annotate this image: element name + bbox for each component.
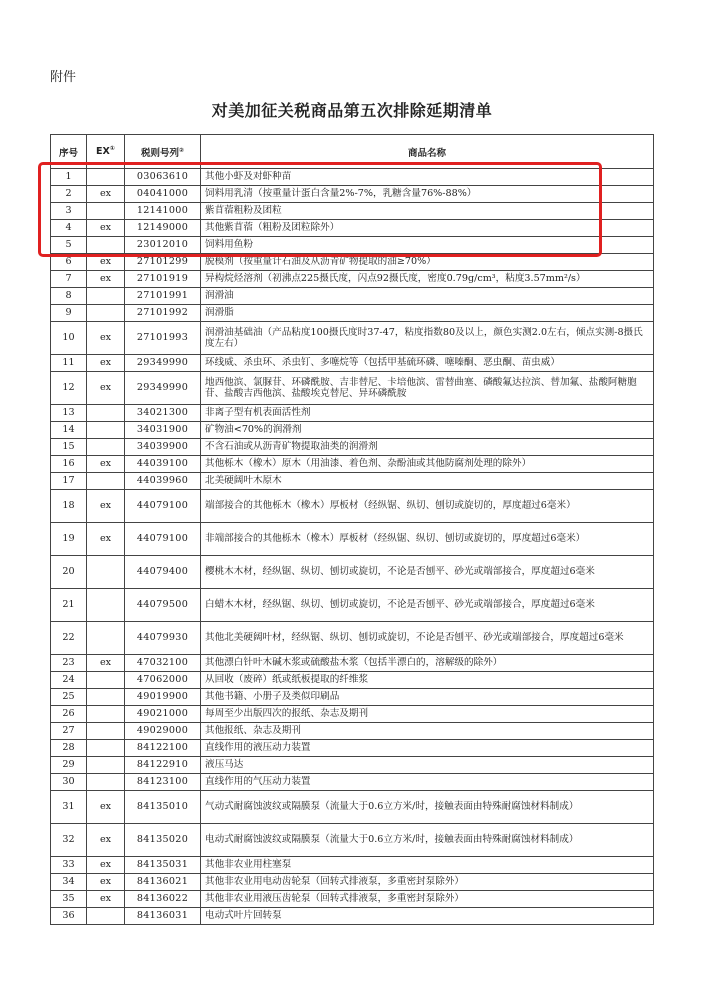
cell-tariff-code: 44039100 — [125, 456, 201, 473]
cell-serial-no: 23 — [51, 655, 87, 672]
cell-serial-no: 7 — [51, 271, 87, 288]
cell-ex — [87, 288, 125, 305]
cell-serial-no: 30 — [51, 774, 87, 791]
cell-ex: ex — [87, 322, 125, 355]
cell-tariff-code: 34031900 — [125, 422, 201, 439]
cell-serial-no: 13 — [51, 405, 87, 422]
cell-ex — [87, 169, 125, 186]
cell-ex — [87, 774, 125, 791]
cell-product-name: 液压马达 — [201, 757, 654, 774]
cell-ex — [87, 473, 125, 490]
cell-tariff-code: 27101919 — [125, 271, 201, 288]
cell-product-name: 地西他滨、氯脲苷、环磷酰胺、吉非替尼、卡培他滨、雷替曲塞、磷酸氟达拉滨、替加氟、盐酸阿糖胞苷、盐酸吉西他滨、盐酸埃克替尼、异环磷酰胺 — [201, 372, 654, 405]
table-row — [51, 355, 654, 372]
table-row — [51, 372, 654, 405]
cell-product-name: 端部接合的其他栎木（橡木）厚板材（经纵锯、纵切、刨切或旋切的，厚度超过6毫米） — [201, 490, 654, 523]
cell-ex — [87, 706, 125, 723]
cell-serial-no: 10 — [51, 322, 87, 355]
cell-tariff-code: 03063610 — [125, 169, 201, 186]
cell-serial-no: 26 — [51, 706, 87, 723]
header-product-name: 商品名称 — [201, 135, 654, 169]
cell-tariff-code: 29349990 — [125, 355, 201, 372]
cell-serial-no: 28 — [51, 740, 87, 757]
cell-product-name: 电动式叶片回转泵 — [201, 908, 654, 925]
cell-serial-no: 29 — [51, 757, 87, 774]
table-row — [51, 556, 654, 589]
cell-product-name: 电动式耐腐蚀波纹或隔膜泵（流量大于0.6立方米/时，接触表面由特殊耐腐蚀材料制成） — [201, 824, 654, 857]
table-row — [51, 791, 654, 824]
cell-tariff-code: 27101993 — [125, 322, 201, 355]
cell-product-name: 不含石油或从沥青矿物提取油类的润滑剂 — [201, 439, 654, 456]
cell-product-name: 其他北美硬阔叶材，经纵锯、纵切、刨切或旋切，不论是否刨平、砂光或端部接合，厚度超过6毫米 — [201, 622, 654, 655]
cell-ex: ex — [87, 791, 125, 824]
cell-ex: ex — [87, 271, 125, 288]
cell-ex: ex — [87, 372, 125, 405]
cell-ex: ex — [87, 824, 125, 857]
table-row — [51, 891, 654, 908]
cell-tariff-code: 84135020 — [125, 824, 201, 857]
cell-product-name: 环线威、杀虫环、杀虫钉、多噻烷等（包括甲基硫环磷、噻嗪酮、恶虫酮、苗虫威） — [201, 355, 654, 372]
cell-product-name: 润滑脂 — [201, 305, 654, 322]
cell-tariff-code: 84123100 — [125, 774, 201, 791]
cell-tariff-code: 27101992 — [125, 305, 201, 322]
table-row — [51, 774, 654, 791]
cell-ex: ex — [87, 220, 125, 237]
cell-product-name: 饲料用鱼粉 — [201, 237, 654, 254]
table-row — [51, 473, 654, 490]
cell-tariff-code: 84136031 — [125, 908, 201, 925]
cell-tariff-code: 23012010 — [125, 237, 201, 254]
attachment-label: 附件 — [50, 70, 77, 85]
cell-product-name: 其他报纸、杂志及期刊 — [201, 723, 654, 740]
header-ex: EX① — [87, 135, 125, 169]
cell-serial-no: 2 — [51, 186, 87, 203]
cell-ex — [87, 672, 125, 689]
cell-serial-no: 24 — [51, 672, 87, 689]
cell-tariff-code: 27101991 — [125, 288, 201, 305]
table-row — [51, 589, 654, 622]
cell-ex — [87, 405, 125, 422]
cell-serial-no: 15 — [51, 439, 87, 456]
cell-ex: ex — [87, 254, 125, 271]
table-row — [51, 689, 654, 706]
cell-serial-no: 1 — [51, 169, 87, 186]
cell-ex: ex — [87, 655, 125, 672]
cell-product-name: 非离子型有机表面活性剂 — [201, 405, 654, 422]
cell-tariff-code: 34021300 — [125, 405, 201, 422]
table-row — [51, 824, 654, 857]
table-row — [51, 456, 654, 473]
cell-ex — [87, 723, 125, 740]
table-row — [51, 908, 654, 925]
cell-product-name: 气动式耐腐蚀波纹或隔膜泵（流量大于0.6立方米/时，接触表面由特殊耐腐蚀材料制成） — [201, 791, 654, 824]
cell-tariff-code: 49021000 — [125, 706, 201, 723]
cell-serial-no: 27 — [51, 723, 87, 740]
table-row — [51, 237, 654, 254]
cell-ex — [87, 908, 125, 925]
document-title: 对美加征关税商品第五次排除延期清单 — [211, 101, 493, 120]
cell-ex — [87, 740, 125, 757]
cell-serial-no: 25 — [51, 689, 87, 706]
table-row — [51, 523, 654, 556]
cell-product-name: 其他非农业用柱塞泵 — [201, 857, 654, 874]
cell-serial-no: 33 — [51, 857, 87, 874]
cell-serial-no: 32 — [51, 824, 87, 857]
cell-serial-no: 22 — [51, 622, 87, 655]
cell-ex: ex — [87, 857, 125, 874]
table-row — [51, 271, 654, 288]
cell-serial-no: 9 — [51, 305, 87, 322]
cell-product-name: 其他非农业用电动齿轮泵（回转式排液泵，多重密封泵除外） — [201, 874, 654, 891]
cell-product-name: 白蜡木木材，经纵锯、纵切、刨切或旋切，不论是否刨平、砂光或端部接合，厚度超过6毫米 — [201, 589, 654, 622]
cell-tariff-code: 84135031 — [125, 857, 201, 874]
cell-serial-no: 35 — [51, 891, 87, 908]
cell-serial-no: 31 — [51, 791, 87, 824]
cell-serial-no: 36 — [51, 908, 87, 925]
table-row — [51, 169, 654, 186]
cell-tariff-code: 44039960 — [125, 473, 201, 490]
cell-tariff-code: 34039900 — [125, 439, 201, 456]
cell-ex — [87, 589, 125, 622]
cell-serial-no: 6 — [51, 254, 87, 271]
cell-serial-no: 4 — [51, 220, 87, 237]
cell-ex: ex — [87, 490, 125, 523]
cell-tariff-code: 44079100 — [125, 490, 201, 523]
table-row — [51, 740, 654, 757]
cell-product-name: 异构烷烃溶剂（初沸点225摄氏度，闪点92摄氏度，密度0.79g/cm³，粘度3.57mm²/s） — [201, 271, 654, 288]
cell-serial-no: 14 — [51, 422, 87, 439]
cell-tariff-code: 44079400 — [125, 556, 201, 589]
cell-tariff-code: 44079930 — [125, 622, 201, 655]
cell-product-name: 其他书籍、小册子及类似印刷品 — [201, 689, 654, 706]
exclusion-list-table — [50, 134, 654, 925]
cell-product-name: 脱模剂（按重量计石油及从沥青矿物提取的油≥70%） — [201, 254, 654, 271]
cell-serial-no: 34 — [51, 874, 87, 891]
cell-product-name: 其他漂白针叶木碱木浆或硫酸盐木浆（包括半漂白的，溶解级的除外） — [201, 655, 654, 672]
cell-tariff-code: 47062000 — [125, 672, 201, 689]
cell-ex: ex — [87, 186, 125, 203]
cell-ex: ex — [87, 874, 125, 891]
cell-serial-no: 18 — [51, 490, 87, 523]
cell-product-name: 直线作用的液压动力装置 — [201, 740, 654, 757]
table-row — [51, 672, 654, 689]
cell-serial-no: 5 — [51, 237, 87, 254]
cell-product-name: 直线作用的气压动力装置 — [201, 774, 654, 791]
cell-serial-no: 16 — [51, 456, 87, 473]
table-row — [51, 706, 654, 723]
cell-product-name: 润滑油基础油（产品粘度100摄氏度时37-47，粘度指数80及以上，颜色实测2.0左右，倾点实测-8摄氏度左右） — [201, 322, 654, 355]
cell-tariff-code: 84122100 — [125, 740, 201, 757]
cell-product-name: 樱桃木木材，经纵锯、纵切、刨切或旋切，不论是否刨平、砂光或端部接合，厚度超过6毫米 — [201, 556, 654, 589]
cell-ex — [87, 757, 125, 774]
cell-product-name: 非端部接合的其他栎木（橡木）厚板材（经纵锯、纵切、刨切或旋切的，厚度超过6毫米） — [201, 523, 654, 556]
cell-product-name: 饲料用乳清（按重量计蛋白含量2%-7%，乳糖含量76%-88%） — [201, 186, 654, 203]
table-row — [51, 655, 654, 672]
cell-ex: ex — [87, 355, 125, 372]
cell-tariff-code: 49019900 — [125, 689, 201, 706]
cell-ex — [87, 556, 125, 589]
table-row — [51, 186, 654, 203]
cell-ex — [87, 305, 125, 322]
table-row — [51, 305, 654, 322]
cell-tariff-code: 84122910 — [125, 757, 201, 774]
cell-ex: ex — [87, 891, 125, 908]
cell-tariff-code: 84135010 — [125, 791, 201, 824]
table-row — [51, 322, 654, 355]
table-row — [51, 405, 654, 422]
cell-ex — [87, 203, 125, 220]
cell-tariff-code: 84136021 — [125, 874, 201, 891]
footnote-marker: ② — [178, 146, 185, 154]
table-row — [51, 254, 654, 271]
cell-product-name: 其他小虾及对虾种苗 — [201, 169, 654, 186]
cell-serial-no: 17 — [51, 473, 87, 490]
cell-product-name: 矿物油<70%的润滑剂 — [201, 422, 654, 439]
cell-tariff-code: 47032100 — [125, 655, 201, 672]
table-row — [51, 288, 654, 305]
table-header-row — [51, 135, 654, 169]
cell-tariff-code: 12149000 — [125, 220, 201, 237]
cell-serial-no: 12 — [51, 372, 87, 405]
table-row — [51, 757, 654, 774]
cell-product-name: 其他紫苜蓿（粗粉及团粒除外） — [201, 220, 654, 237]
cell-product-name: 北美硬阔叶木原木 — [201, 473, 654, 490]
cell-product-name: 紫苜蓿粗粉及团粒 — [201, 203, 654, 220]
cell-ex — [87, 689, 125, 706]
table-row — [51, 874, 654, 891]
table-row — [51, 490, 654, 523]
cell-ex — [87, 237, 125, 254]
cell-product-name: 每周至少出版四次的报纸、杂志及期刊 — [201, 706, 654, 723]
table-row — [51, 622, 654, 655]
cell-tariff-code: 04041000 — [125, 186, 201, 203]
cell-tariff-code: 12141000 — [125, 203, 201, 220]
footnote-marker: ① — [109, 145, 115, 153]
cell-tariff-code: 44079100 — [125, 523, 201, 556]
header-serial-no: 序号 — [51, 135, 87, 169]
table-row — [51, 203, 654, 220]
cell-product-name: 其他栎木（橡木）原木（用油漆、着色剂、杂酚油或其他防腐剂处理的除外） — [201, 456, 654, 473]
cell-ex: ex — [87, 523, 125, 556]
cell-product-name: 润滑油 — [201, 288, 654, 305]
cell-serial-no: 3 — [51, 203, 87, 220]
cell-serial-no: 20 — [51, 556, 87, 589]
cell-product-name: 其他非农业用液压齿轮泵（回转式排液泵，多重密封泵除外） — [201, 891, 654, 908]
table-row — [51, 220, 654, 237]
cell-serial-no: 21 — [51, 589, 87, 622]
cell-tariff-code: 49029000 — [125, 723, 201, 740]
cell-serial-no: 8 — [51, 288, 87, 305]
cell-tariff-code: 27101299 — [125, 254, 201, 271]
header-tariff-code: 税则号列② — [125, 135, 201, 169]
cell-ex: ex — [87, 456, 125, 473]
cell-ex — [87, 439, 125, 456]
cell-serial-no: 11 — [51, 355, 87, 372]
table-row — [51, 439, 654, 456]
cell-ex — [87, 422, 125, 439]
table-row — [51, 857, 654, 874]
cell-serial-no: 19 — [51, 523, 87, 556]
cell-tariff-code: 44079500 — [125, 589, 201, 622]
cell-tariff-code: 84136022 — [125, 891, 201, 908]
cell-ex — [87, 622, 125, 655]
table-row — [51, 422, 654, 439]
cell-product-name: 从回收（废碎）纸或纸板提取的纤维浆 — [201, 672, 654, 689]
cell-tariff-code: 29349990 — [125, 372, 201, 405]
table-row — [51, 723, 654, 740]
